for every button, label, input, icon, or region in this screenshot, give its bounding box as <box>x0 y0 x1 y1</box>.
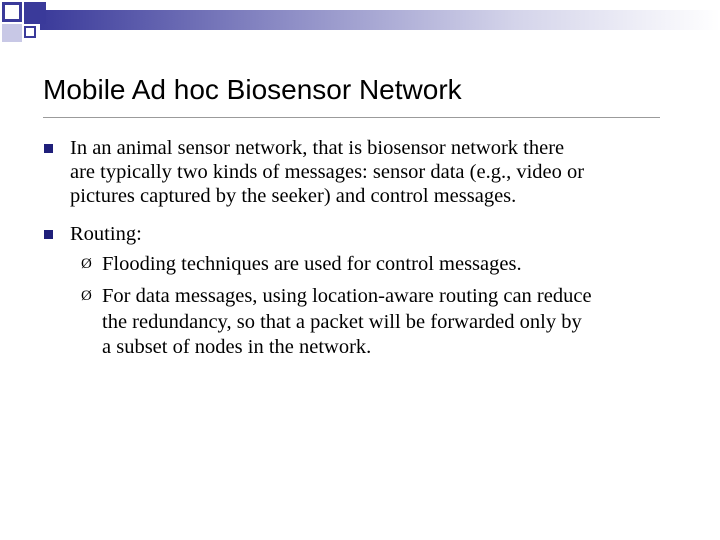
bullet-1-line-1: In an animal sensor network, that is biosensor network there <box>70 137 565 159</box>
banner-square-outline <box>2 2 22 22</box>
subbullet-2-line-3: a subset of nodes in the network. <box>102 336 372 358</box>
arrow-bullet-icon: Ø <box>81 256 92 272</box>
subbullet-2-line-2: the redundancy, so that a packet will be forwarded only by <box>102 311 582 333</box>
bullet-1-line-2: are typically two kinds of messages: sensor data (e.g., video or <box>70 161 585 183</box>
banner-gradient <box>40 10 720 30</box>
slide-title: Mobile Ad hoc Biosensor Network <box>43 74 462 105</box>
subbullet-2-line-1: For data messages, using location-aware routing can reduce <box>102 285 592 307</box>
subbullet-1-line-1: Flooding techniques are used for control messages. <box>102 253 522 275</box>
bullet-square-icon <box>44 144 53 153</box>
bullet-2-label: Routing: <box>70 223 142 245</box>
title-divider <box>43 117 660 118</box>
arrow-bullet-icon: Ø <box>81 288 92 304</box>
banner-square-small <box>24 26 36 38</box>
banner-square-solid <box>24 2 46 24</box>
banner-square-light <box>2 24 22 42</box>
decorative-banner <box>0 0 720 48</box>
bullet-1-line-3: pictures captured by the seeker) and control messages. <box>70 185 517 207</box>
bullet-square-icon <box>44 230 53 239</box>
